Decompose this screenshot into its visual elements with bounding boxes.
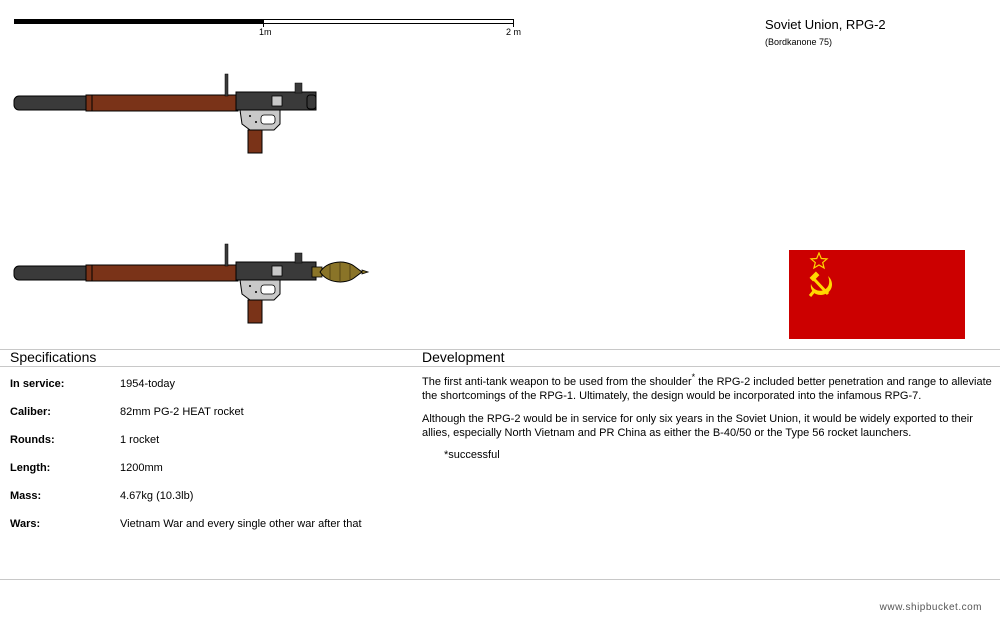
- hammer-sickle-emblem-icon: [799, 252, 859, 302]
- footnote-marker: *: [691, 372, 696, 382]
- spec-value-caliber: 82mm PG-2 HEAT rocket: [120, 406, 244, 418]
- development-footnote: *successful: [444, 449, 500, 461]
- scale-label-1m: 1m: [259, 27, 272, 37]
- development-p1-start: The first anti-tank weapon to be used from the shoulder: [422, 376, 692, 388]
- development-paragraph-1: [422, 370, 992, 403]
- spec-label-mass: Mass:: [10, 490, 42, 502]
- spec-value-rounds: 1 rocket: [120, 434, 160, 446]
- soviet-flag-icon: [789, 250, 965, 339]
- spec-value-length: 1200mm: [120, 462, 163, 474]
- rpg-2-launcher-with-rocket-icon: [12, 240, 372, 330]
- page-title: Soviet Union, RPG-2: [765, 17, 886, 32]
- rpg-2-launcher-icon: [12, 70, 322, 160]
- spec-label-caliber: Caliber:: [10, 406, 51, 418]
- specifications-heading: Specifications: [10, 349, 97, 365]
- divider-bottom: [0, 579, 1000, 580]
- spec-label-wars: Wars:: [10, 518, 41, 530]
- development-heading: Development: [422, 349, 505, 365]
- development-p1-end: the RPG-2 included better penetration and range to alleviate the shortcomings of the RPG-1. Ultimately, the design would be incorporated into the infamous RPG-7.: [422, 376, 992, 402]
- spec-value-in-service: 1954-today: [120, 378, 176, 390]
- spec-label-rounds: Rounds:: [10, 434, 55, 446]
- scale-label-2m: 2 m: [506, 27, 522, 37]
- spec-label-length: Length:: [10, 462, 51, 474]
- divider-heading: [0, 366, 1000, 367]
- scale-bar-black-segment: [15, 20, 264, 23]
- spec-label-in-service: In service:: [10, 378, 65, 390]
- spec-value-mass: 4.67kg (10.3lb): [120, 490, 194, 502]
- page-subtitle: (Bordkanone 75): [765, 37, 833, 47]
- spec-value-wars: Vietnam War and every single other war after that: [120, 518, 362, 530]
- site-credit: www.shipbucket.com: [879, 602, 982, 613]
- development-paragraph-2: Although the RPG-2 would be in service for only six years in the Soviet Union, it would be widely exported to their allies, especially North Vietnam and PR China as either the B-40/50 or the Type 56 rocket launchers.: [422, 413, 973, 439]
- scale-bar: [14, 19, 514, 24]
